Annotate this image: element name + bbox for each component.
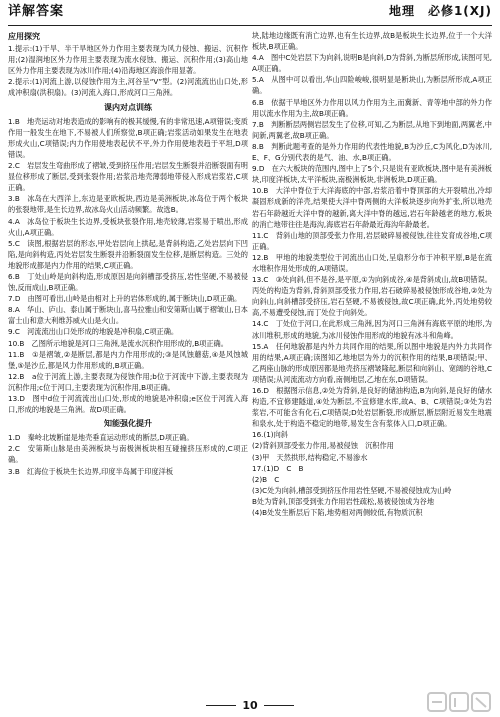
answer-paragraph: (2)背斜顶部受张力作用,易被侵蚀 沉积作用 <box>252 441 394 451</box>
answer-paragraph: 12.B a位于河流上游,主要表现为侵蚀作用;b位于河流中下游,主要表现为沉积作用;c位于河口,主要表现为沉积作用,B项正确。 <box>8 371 248 392</box>
answer-paragraph: 3.B 红海位于板块生长边界,印度半岛属于印度洋板 <box>8 466 174 476</box>
answer-paragraph: 5.C 读图,根据岩层的形态,甲处岩层向上拱起,是背斜构造,乙处岩层向下凹陷,是向斜构造,丙处岩层发生断裂并沿断裂面发生位移,是断层构造。三处的地貌形成都是内力作用的结果,C项正确。 <box>8 238 248 270</box>
answer-paragraph: 10.B 大洋中脊位于大洋海底的中部,岩浆沿着中脊顶部的大开裂喷出,冷却凝固形成新的洋壳,结果使大洋中脊两侧的大洋板块逐步向外扩张,所以地壳岩石年龄越近大洋中脊的越新,离大洋中脊的越远,岩石年龄越老的地方,板块的消亡地带往往是海沟,海底岩石年龄最近海沟年龄最老。 <box>252 186 492 229</box>
answer-paragraph: (4)B处发生断层后下陷,地势相对两侧较低,有物质沉积 <box>252 508 423 518</box>
answer-paragraph: 9.C 河流流出山口处形成的地貌是冲积扇,C项正确。 <box>8 327 179 337</box>
answer-paragraph: 6.B 依据干旱地区外力作用以风力作用为主,而冀新、青等地中部的外力作用以流水作用为主,故B项正确。 <box>252 97 492 118</box>
answer-paragraph: (3)C处为向斜,槽部受到挤压作用岩性坚硬,不易被侵蚀成为山岭 <box>252 485 452 495</box>
answer-paragraph: 5.A 从图中可以看出,华山四险峻峻,很明显是断块山,为断层所形成,A项正确。 <box>252 75 492 96</box>
answer-paragraph: 4.A 冰岛位于板块生长边界,受板块张裂作用,地壳较薄,岩浆易于喷出,形成火山,A项正确。 <box>8 216 248 237</box>
answer-paragraph: 11.C 背斜山地的顶部受张力作用,岩层破碎易被侵蚀,往往发育成谷地,C项正确。 <box>252 230 492 251</box>
section-heading: 知能强化提升 <box>104 419 152 429</box>
answer-paragraph: 1.B 地壳运动对地表造成的影响有的极其缓慢,有的非常迅速,A项错误;变质作用一般发生在地下,不易被人们所察觉,B项正确;岩浆活动如果发生在地表形成火山,C项错误;内力作用使地表起伏不平,外力作用使地表趋于平坦,D项错误。 <box>8 116 248 159</box>
answer-paragraph: 8.A 华山、庐山、泰山属于断块山,喜马拉雅山和安第斯山属于褶皱山,日本富士山和意大利维苏威火山是火山。 <box>8 305 248 326</box>
answer-paragraph: 2.C 岩层发生弯曲形成了褶皱,受到挤压作用;岩层发生断裂并沿断裂面有明显位移形成了断层,受到张裂作用;岩浆沿地壳薄弱地带侵入形成岩浆岩,C项正确。 <box>8 161 248 193</box>
answer-paragraph: 1.提示:(1)干旱、半干旱地区外力作用主要表现为风力侵蚀、搬运、沉积作用;(2)湿润地区外力作用主要表现为流水侵蚀、搬运、沉积作用;(3)高山地区外力作用主要表现为冰川作用;(4)沿海地区海浪作用显著。 <box>8 44 248 76</box>
answer-paragraph: 3.B 冰岛在大西洋上,东边是亚欧板块,西边是美洲板块,冰岛位于两个板块的张裂地带,是生长边界,故冰岛火山活动频繁。故选B。 <box>8 194 248 215</box>
answer-paragraph: 12.B 甲地的地貌类型位于河流出山口处,呈扇形分布于冲积平原,B是在流水堆积作用处形成的,A项错误。 <box>252 252 492 273</box>
answer-paragraph: 13.C ③处向斜,但不是谷,是平原,①为向斜成谷,④是背斜成山,故B项错误。丙处的构造为背斜,背斜顶部受张力作用,岩石破碎易被侵蚀形成谷地,②处为向斜山,向斜槽部受挤压,岩石坚硬,不易被侵蚀,故C项正确,此外,丙处地势较高,不易遭受侵蚀,而丁处位于向斜处。 <box>252 275 492 318</box>
right-column <box>252 30 492 518</box>
left-column <box>8 30 248 477</box>
answer-paragraph: 9.D 在六大板块的范围内,图中上了5个,只是说有亚欧板块,图中是有美洲板块,印度洋板块,太平洋板块,南极洲板块,非洲板块,D项正确。 <box>252 164 492 185</box>
section-heading: 课内对点训练 <box>104 102 152 112</box>
page-number: 10 <box>0 700 500 711</box>
answer-paragraph: 1.D 秦岭北坡断崖是地壳垂直运动形成的断层,D项正确。 <box>8 433 194 443</box>
answer-paragraph: 7.D 由图可看出,山岭是由相对上升的岩体形成的,属于断块山,D项正确。 <box>8 294 242 304</box>
answer-paragraph: 16.D 根据图示信息,②处为背斜,是良好的储油构造,B为向斜,是良好的储水构造,不宜修建隧道,④处为断层,不宜修建水库,故A、B、C项错误;③处为岩浆岩,不可能含有化石,C项错误;D处岩层断裂,形成断层,断层附近易发生地震和泉水,处于构造不稳定的地带,易发生含有浆体入口,D项正确。 <box>252 386 492 429</box>
answer-paragraph: 4.A 图中C处岩层下为向斜,说明B是向斜,D为背斜,为断层所形成,读图可见,A项正确。 <box>252 53 492 74</box>
section-heading: 应用探究 <box>8 32 40 41</box>
answer-paragraph: 8.B 判断此题考查的是外力作用的代表性地貌,B为沙丘,C为风化,D为冰川,E、F、G分别代表的是气、油、水,B项正确。 <box>252 141 492 163</box>
answer-paragraph: 11.B ①是褶皱,②是断层,都是内力作用形成的;③是风蚀蘑菇,④是风蚀城堡,⑤是沙丘,都是风力作用形成的,B项正确。 <box>8 349 248 370</box>
answer-paragraph: 17.(1)D C B <box>252 463 304 473</box>
answer-paragraph: 13.D 图中d位于河流流出山口处,形成的地貌是冲积扇;e区位于河流入海口,形成的地貌是三角洲。故D项正确。 <box>8 394 248 415</box>
answer-paragraph: B处为背斜,顶部受到张力作用岩性疏松,易被侵蚀成为谷地 <box>252 496 435 506</box>
answer-paragraph: 6.B 丁处山岭是向斜构造,形成原因是向斜槽部受挤压,岩性坚硬,不易被侵蚀,反而成山,B项正确。 <box>8 271 248 293</box>
page-header <box>8 4 492 26</box>
header-subject: 地理 必修1(XJ) <box>388 4 492 18</box>
watermark-logo-icon <box>426 689 496 717</box>
answer-paragraph: (3)甲 天然拱形,结构稳定,不易渗水 <box>252 452 368 462</box>
answer-paragraph: (2)B C <box>252 474 280 484</box>
answer-paragraph: 块,陆地边缘既有消亡边界,也有生长边界,故B是板块生长边界,位于一个大洋板块,B项正确。 <box>252 31 492 52</box>
answer-paragraph: 10.B 乙图所示地貌是河口三角洲,是流水沉积作用形成的,B项正确。 <box>8 338 228 348</box>
answer-paragraph: 2.C 安第斯山脉是由美洲板块与南极洲板块相互碰撞挤压形成的,C项正确。 <box>8 444 248 465</box>
answer-paragraph: 14.C 丁处位于河口,在此形成三角洲,因为河口三角洲有海底平原的地形,为冰川堆积,形成的地貌,为冰川侵蚀作用形成的地貌有冰斗和角峰。 <box>252 319 492 340</box>
answer-paragraph: 15.A 任何地貌都是内外力共同作用的结果,所以图中地貌是内外力共同作用的结果,A项正确;读图知乙地地层为外力的沉积作用的结果,B项错误;甲、乙两座山脉的形成原因都是地壳挤压褶皱隆起,断层和向斜山、宽阔的谷地,C项错误;从河流流动方向看,南侧地层,乙地在东,D项错误。 <box>252 341 492 384</box>
header-title: 详解答案 <box>8 4 65 19</box>
answer-paragraph: 16.(1)向斜 <box>252 430 288 440</box>
answer-paragraph: 2.提示:(1)河流上游,以侵蚀作用为主,河谷呈“V”型。(2)河流流出山口处,形成冲积扇(洪积扇)。(3)河流入海口,形成河口三角洲。 <box>8 77 248 98</box>
answer-paragraph: 7.B 判断断层两侧岩层发生了位移,可知,乙为断层,从地下到地面,两翼老,中间新,两翼老,故B项正确。 <box>252 119 492 140</box>
